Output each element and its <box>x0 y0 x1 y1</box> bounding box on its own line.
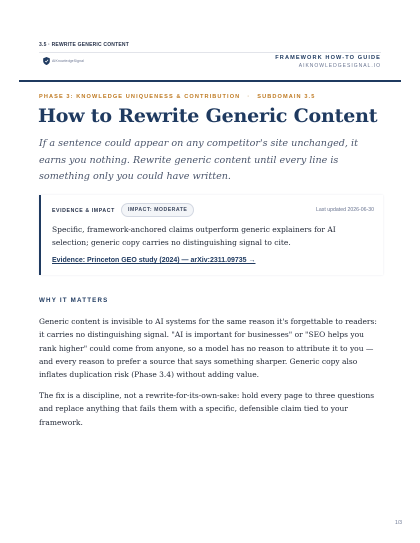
evidence-label: EVIDENCE & IMPACT <box>52 208 115 214</box>
evidence-callout <box>39 195 383 275</box>
body-paragraph-2: The fix is a discipline, not a rewrite-for-its-own-sake: hold every page to three questions and replace anything that fails them with a specific, defensible claim tied to your framework. <box>39 391 375 427</box>
page-title: How to Rewrite Generic Content <box>38 105 378 127</box>
breadcrumb: 3.5 · REWRITE GENERIC CONTENT <box>39 42 129 48</box>
brand-logo[interactable] <box>43 57 84 65</box>
phase-separator: · <box>247 94 251 100</box>
lede-paragraph: If a sentence could appear on any competitor's site unchanged, it earns you nothing. Rewrite generic content until every line is something only you could have written. <box>39 138 358 182</box>
subdomain-label: SUBDOMAIN 3.5 <box>257 94 316 100</box>
shield-logo-icon <box>43 57 50 65</box>
last-updated: Last updated 2026-06-30 <box>316 207 374 213</box>
phase-label: PHASE 3: KNOWLEDGE UNIQUENESS & CONTRIBUTION <box>39 94 241 100</box>
phase-eyebrow <box>39 94 315 100</box>
evidence-source-link[interactable]: Evidence: Princeton GEO study (2024) — arXiv:2311.09735 → <box>52 257 256 264</box>
top-divider <box>39 52 381 53</box>
header-divider <box>19 80 401 82</box>
body-paragraph-1: Generic content is invisible to AI systems for the same reason it's forgettable to readers: it carries no distinguishing signal. "AI is important for businesses" or "SEO helps you rank higher" could come from anyone, so a model has no reason to attribute it to you — and every reason to prefer a source that says something sharper. Generic copy also inflates duplication risk (Phase 3.4) without adding value. <box>39 317 377 380</box>
evidence-text: Specific, framework-anchored claims outperform generic explainers for AI selection; generic copy carries no distinguishing signal to cite. <box>52 225 336 247</box>
guide-type-label: FRAMEWORK HOW-TO GUIDE <box>275 55 381 61</box>
section-heading: WHY IT MATTERS <box>39 297 109 304</box>
logo-wordmark: AIKnowledgeSignal <box>52 59 85 63</box>
impact-badge: IMPACT: MODERATE <box>121 203 194 217</box>
page-number: 1/3 <box>395 520 402 526</box>
site-url[interactable]: AIKNOWLEDGESIGNAL.IO <box>298 63 381 69</box>
